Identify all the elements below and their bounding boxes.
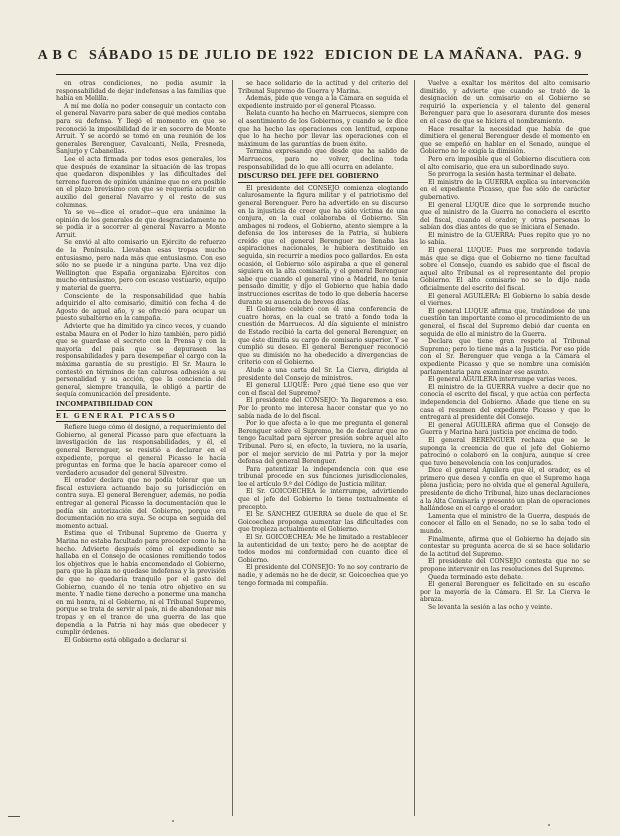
paragraph: El general Berenguer es felicitado en su escaño por la mayoría de la Cámara. El Sr. La Cierva le abraza.: [420, 581, 590, 604]
print-speck: [172, 820, 174, 822]
paragraph: Estima que el Tribunal Supremo de Guerra y Marina no estaba facultado para proceder como lo ha hecho. Advierte después cómo el expediente se hallaba en el Consejo de ocasiones remitiendo todos los objetivos que le había encomendado el Gobierno, para que la plaza no quedase indefensa y la previsión de que no quedaría tranquilo por el gasto del Gobierno, cuando él no tenía otro objetivo en su mente. Y nadie tiene derecho a ponerme una mancha en mi honra, ni el Gobierno, ni el Tribunal Supremo, porque se trata de servir al país, ni de abandonar mis tropas y en el trance de una guerra de las que dependía a la Patria ni hay más que obedecer y cumplir órdenes.: [56, 530, 226, 637]
paragraph: Dice el general Aguilera que él, el orador, es el primero que desea y confía en que el Supremo haga plena justicia; pero no olvida que el general Aguilera, presidente de dicho Tribunal, hizo unas declaraciones a la Alta Comisaría y presentó un plan de operaciones hallándose en el cargo el orador.: [420, 467, 590, 513]
paragraph: El general AGUILERA afirma que el Consejo de Guerra y Marina hará justicia por encima de todo.: [420, 421, 590, 437]
paragraph: Termina expresando que desde que ha salido de Marruecos, para no volver, declina toda responsabilidad de lo que allí ocurra en adelante.: [238, 148, 408, 171]
paragraph: Pero era imposible que el Gobierno discutiera con el alto comisario, que era un subordinado suyo.: [420, 155, 590, 171]
column-1: [56, 80, 226, 820]
paragraph: Declara que tiene gran respeto al Tribunal Supremo; pero lo tiene más a la Justicia. Por eso pide con el Sr. Berenguer que venga a la Cámara el expediente Picasso y que se nombre una comisión parlamentaria para examinar ese asunto.: [420, 338, 590, 376]
paragraph: El Gobierno celebró con él una conferencia de cuatro horas, en la cual se trató a fondo toda la cuestión de Marruecos. Al día siguiente el ministro de Estado recibió la carta del general Berenguer, en que éste dimitía su cargo de comisario superior. Y se cumplió su deseo. El general Berenguer reconoció que su dimisión no ha obedecido a divergencias de criterio con el Gobierno.: [238, 306, 408, 367]
column-3: [420, 80, 590, 820]
paragraph: El orador declara que no podía tolerar que un fiscal estuviera actuando bajo su jurisdicción en contra suya. El general Berenguer, además, no podía entregar al general Picasso la documentación que le pedía sin autorización del Gobierno, porque era documentación no era suya. Se ocupa en seguida del momento actual.: [56, 477, 226, 530]
paragraph: El general LUQUE: Pero ¿qué tiene eso que ver con el fiscal del Supremo?: [238, 382, 408, 397]
paragraph: Hace resaltar la necesidad que había de que dimitiera el general Berenguer desde el momento en que se empeñó en hablar en el Senado, aunque el Gobierno no le exigía la dimisión.: [420, 125, 590, 156]
paragraph: Además, pide que venga a la Cámara en seguida el expediente instruido por el general Picasso.: [238, 95, 408, 110]
paragraph: Para patentizar la independencia con que ese tribunal procede en sus funciones jurisdiccionales, lee el artículo 9.º del Código de Justicia militar.: [238, 465, 408, 488]
paragraph: Se envió al alto comisario un Ejército de refuerzo de la Península. Llevaban esas tropas mucho entusiasmo, pero nada más que entusiasmo. Con eso sólo no se puede ir a ninguna parte. Una vez dijo Wellington que España organizaba Ejércitos con mucho entusiasmo, pero con escaso vestuario, equipo y material de guerra.: [56, 239, 226, 293]
paragraph: El Sr. GOICOECHEA le interrumpe, advirtiendo que el jefe del Gobierno lo tiene textualmente el precepto.: [238, 488, 408, 511]
paragraph: en otras condiciones, no podía asumir la responsabilidad de dejar indefensas a las familias que había en Melilla.: [56, 80, 226, 103]
paragraph: El general LUQUE: Pues me sorprende todavía más que se diga que el Gobierno no tiene facultad sobre el Consejo, cuando es sabido que el fiscal de aquel alto Tribunal es el representante del propio Gobierno. El alto comisario no se lo dijo nada oficialmente del escrito del fiscal.: [420, 247, 590, 293]
paragraph: Lamenta que el ministro de la Guerra, después de conocer el fallo en el Senado, no se lo saba todo el mundo.: [420, 512, 590, 536]
section-heading: EL GENERAL PICASSO: [56, 413, 226, 423]
paragraph: El presidente del CONSEJO: Yo no soy contrario de nadie, y además no he de decir, sr. Goicoechea que yo tengo formada mi compañía.: [238, 564, 408, 587]
paragraph: El general LUQUE afirma que, tratándose de una cuestión tan importante como el procedimiento de un general, el fiscal del Supremo debió dar cuenta en seguida de ello al ministro de la Guerra.: [420, 307, 590, 338]
paragraph: Relata cuanto ha hecho en Marruecos, siempre con el asentimiento de los Gobiernos, y cuando se le dice que ha hecho las operaciones con lentitud, expone que lo ha hecho por llevar las operaciones con el máximum de las garantías de buen éxito.: [238, 110, 408, 148]
paragraph: El ministro de la GUERRA explica su intervención en el expediente Picasso, que fue sólo de carácter gubernativo.: [420, 178, 590, 201]
paragraph: El general AGUILERA interrumpe varias veces.: [428, 376, 577, 384]
column-2: [238, 80, 408, 820]
paragraph: Refiere luego cómo él designó, a requerimiento del Gobierno, al general Picasso para que efectuara la investigación de las responsabilidades, y él, el general Berenguer, se resistió a declarar en el expediente, porque el general Picasso le hacía preguntas en forma que le hacía aparecer como el verdadero acusador del general Silvestre.: [56, 424, 226, 477]
article-body: [56, 80, 590, 820]
paragraph: El general BERENGUER rechaza que se le suponga la creencia de que el jefe del Gobierno patrocinó o colaboró en la conjura, aunque sí cree que tuvo benevolencia con los conjurados.: [420, 436, 590, 467]
paragraph: El Gobierno está obligado a declarar si: [64, 636, 187, 644]
paragraph: Por lo que afecta a lo que me pregunta el general Berenguer sobre el Supremo, he de declarar que no tengo facultad para ejercer presión sobre aquel alto Tribunal. Pero si, en efecto, la tuviera, no la usaría, por el mejor servicio de mi Patria y por la mejor defensa del general Berenguer.: [238, 420, 408, 466]
paragraph: El ministro de la GUERRA: Pues repito que yo no lo sabía.: [420, 231, 590, 247]
print-mark: [8, 816, 20, 821]
paragraph: Se prorroga la sesión hasta terminar el debate.: [428, 171, 577, 179]
paragraph: El presidente del CONSEJO: Ya llegaremos a eso. Por lo pronto me interesa hacer constar que yo no sabía nada de lo del fiscal.: [238, 397, 408, 420]
header-rule: [56, 74, 588, 75]
paragraph: Finalmente, afirma que el Gobierno ha dejado sin contestar su pregunta acerca de si se hace solidario de la actitud del Supremo.: [420, 535, 590, 558]
paragraph: El Sr. SÁNCHEZ GUERRA se duele de que el Sr. Goicoechea proponga aumentar las dificultades con que tropieza actualmente el Gobierno.: [238, 511, 408, 534]
paragraph: El general LUQUE dice que le sorprende mucho que el ministro de la Guerra no conociera el escrito del fiscal, cuando el orador, y otras personas lo sabían dos días antes de que se iniciara el Senado.: [420, 201, 590, 232]
paragraph: El presidente del CONSEJO contesta que no se propone intervenir en las resoluciones del Supremo.: [420, 558, 590, 573]
section-heading: INCOMPATIBILIDAD CON: [56, 401, 226, 411]
paragraph: se hace solidario de la actitud y del criterio del Tribunal Supremo de Guerra y Marina.: [238, 80, 408, 95]
paragraph: A mí me dolía no poder conseguir un contacto con el general Navarro para saber de qué medios contaba para su defensa. Y llegó el momento en que se reconoció la imposibilidad de ir en socorro de Monte Arruit. Y se acordó se tomó en una reunión de los generales Berenguer, Cavalcanti, Neila, Fresneda, Sanjurjo y Cabanellas.: [56, 102, 226, 156]
paragraph: Ya se ve—dice el orador—que era unánime la opinión de los generales de que desgraciadamente no se podía ir a socorrer al general Navarro a Monte Arruit.: [56, 209, 226, 239]
section-heading: DISCURSO DEL JEFE DEL GOBIERNO: [238, 173, 408, 183]
paragraph: Consciente de la responsabilidad que había adquirido el alto comisario, dimitió con fecha 4 de Agosto de aquel año, y se ofreció para ocupar un puesto subalterno en la campaña.: [56, 292, 226, 323]
paragraph: Vuelve a exaltar los méritos del alto comisario dimitido, y advierte que cuando se trató de la designación de un comisario en el Gobierno se requirió la experiencia y el talento del general Berenguer para que lo asesorara durante dos meses en el caso de que se hiciera el nombramiento.: [420, 80, 590, 125]
paragraph: Queda terminado este debate.: [428, 573, 523, 581]
header-edition: EDICION DE LA MAÑANA.: [324, 48, 524, 63]
paragraph: Advierte que ha dimitido ya cinco veces, y cuando estaba Maura en el Poder lo hizo también, pero pidió que se guardase el secreto con la Prensa y con la mayoría del país que se depurasen las responsabilidades y para desempeñar el cargo con la máxima garantía de su prestigio. El Sr. Maura le contestó en términos de tan calurosa adhesión a su personalidad y su acción, que la conciencia del general, siempre tranquila, le obligó a partir de sequía comunicación del presidente.: [56, 323, 226, 399]
paragraph: El presidente del CONSEJO comienza elogiando calurosamente la figura militar y el patriotismo del general Berenguer. Pero ha advertido en su discurso en la injusticia de creer que ha sido víctima de una conjura, en la cual colaboraba el Gobierno. Sin ambages ni rodeos, el Gobierno, atento siempre a la defensa de los intereses de la Patria, si hubiera creído que el general Berenguer no llenaba las aspiraciones nacionales, le hubiera destituido en seguida, sin recurrir a medios poco gallardos. En esta ocasión, el Gobierno sólo aspiraba a que el general siguiera en la alta comisaría, y el general Berenguer sabe que cuando el general vino a Madrid, no tenía pensado dimitir, y dijo el Gobierno que había dado instrucciones escritas de todo lo que debería hacerse durante su ausencia de breves días.: [238, 184, 408, 306]
paragraph: El ministro de la GUERRA vuelve a decir que no conocía el escrito del fiscal, y que actúa con perfecta independencia del Gobierno. Añade que tiene en su casa el resumen del expediente Picasso y que lo entregará al presidente del Consejo.: [420, 383, 590, 422]
page-header: [0, 48, 620, 68]
masthead: A B C: [37, 48, 79, 63]
paragraph: El general AGUILERA: El Gobierno lo sabía desde el viernes.: [420, 292, 590, 308]
paragraph: Lee el acta firmada por todos esos generales, los que después de examinar la situación de las tropas que quedaron disponibles y las dificultades del terreno fueron de opinión unánime que no era posible en el plazo brevísimo con que se requería acudir en auxilio del general Navarro y el resto de sus columnas.: [56, 155, 226, 209]
header-page-number: PAG. 9: [533, 48, 583, 63]
print-speck: [548, 824, 550, 826]
paragraph: El Sr. GOICOECHEA: Me he limitado a restablecer la autenticidad de un texto; pero he de aceptar de todos modos mi conformidad con cuanto dice el Gobierno.: [238, 534, 408, 564]
paragraph: Alude a una carta del Sr. La Cierva, dirigida al presidente del Consejo de ministros.: [238, 366, 408, 382]
paragraph: Se levanta la sesión a las ocho y veinte.: [428, 603, 553, 611]
header-date: SÁBADO 15 DE JULIO DE 1922: [88, 48, 315, 63]
